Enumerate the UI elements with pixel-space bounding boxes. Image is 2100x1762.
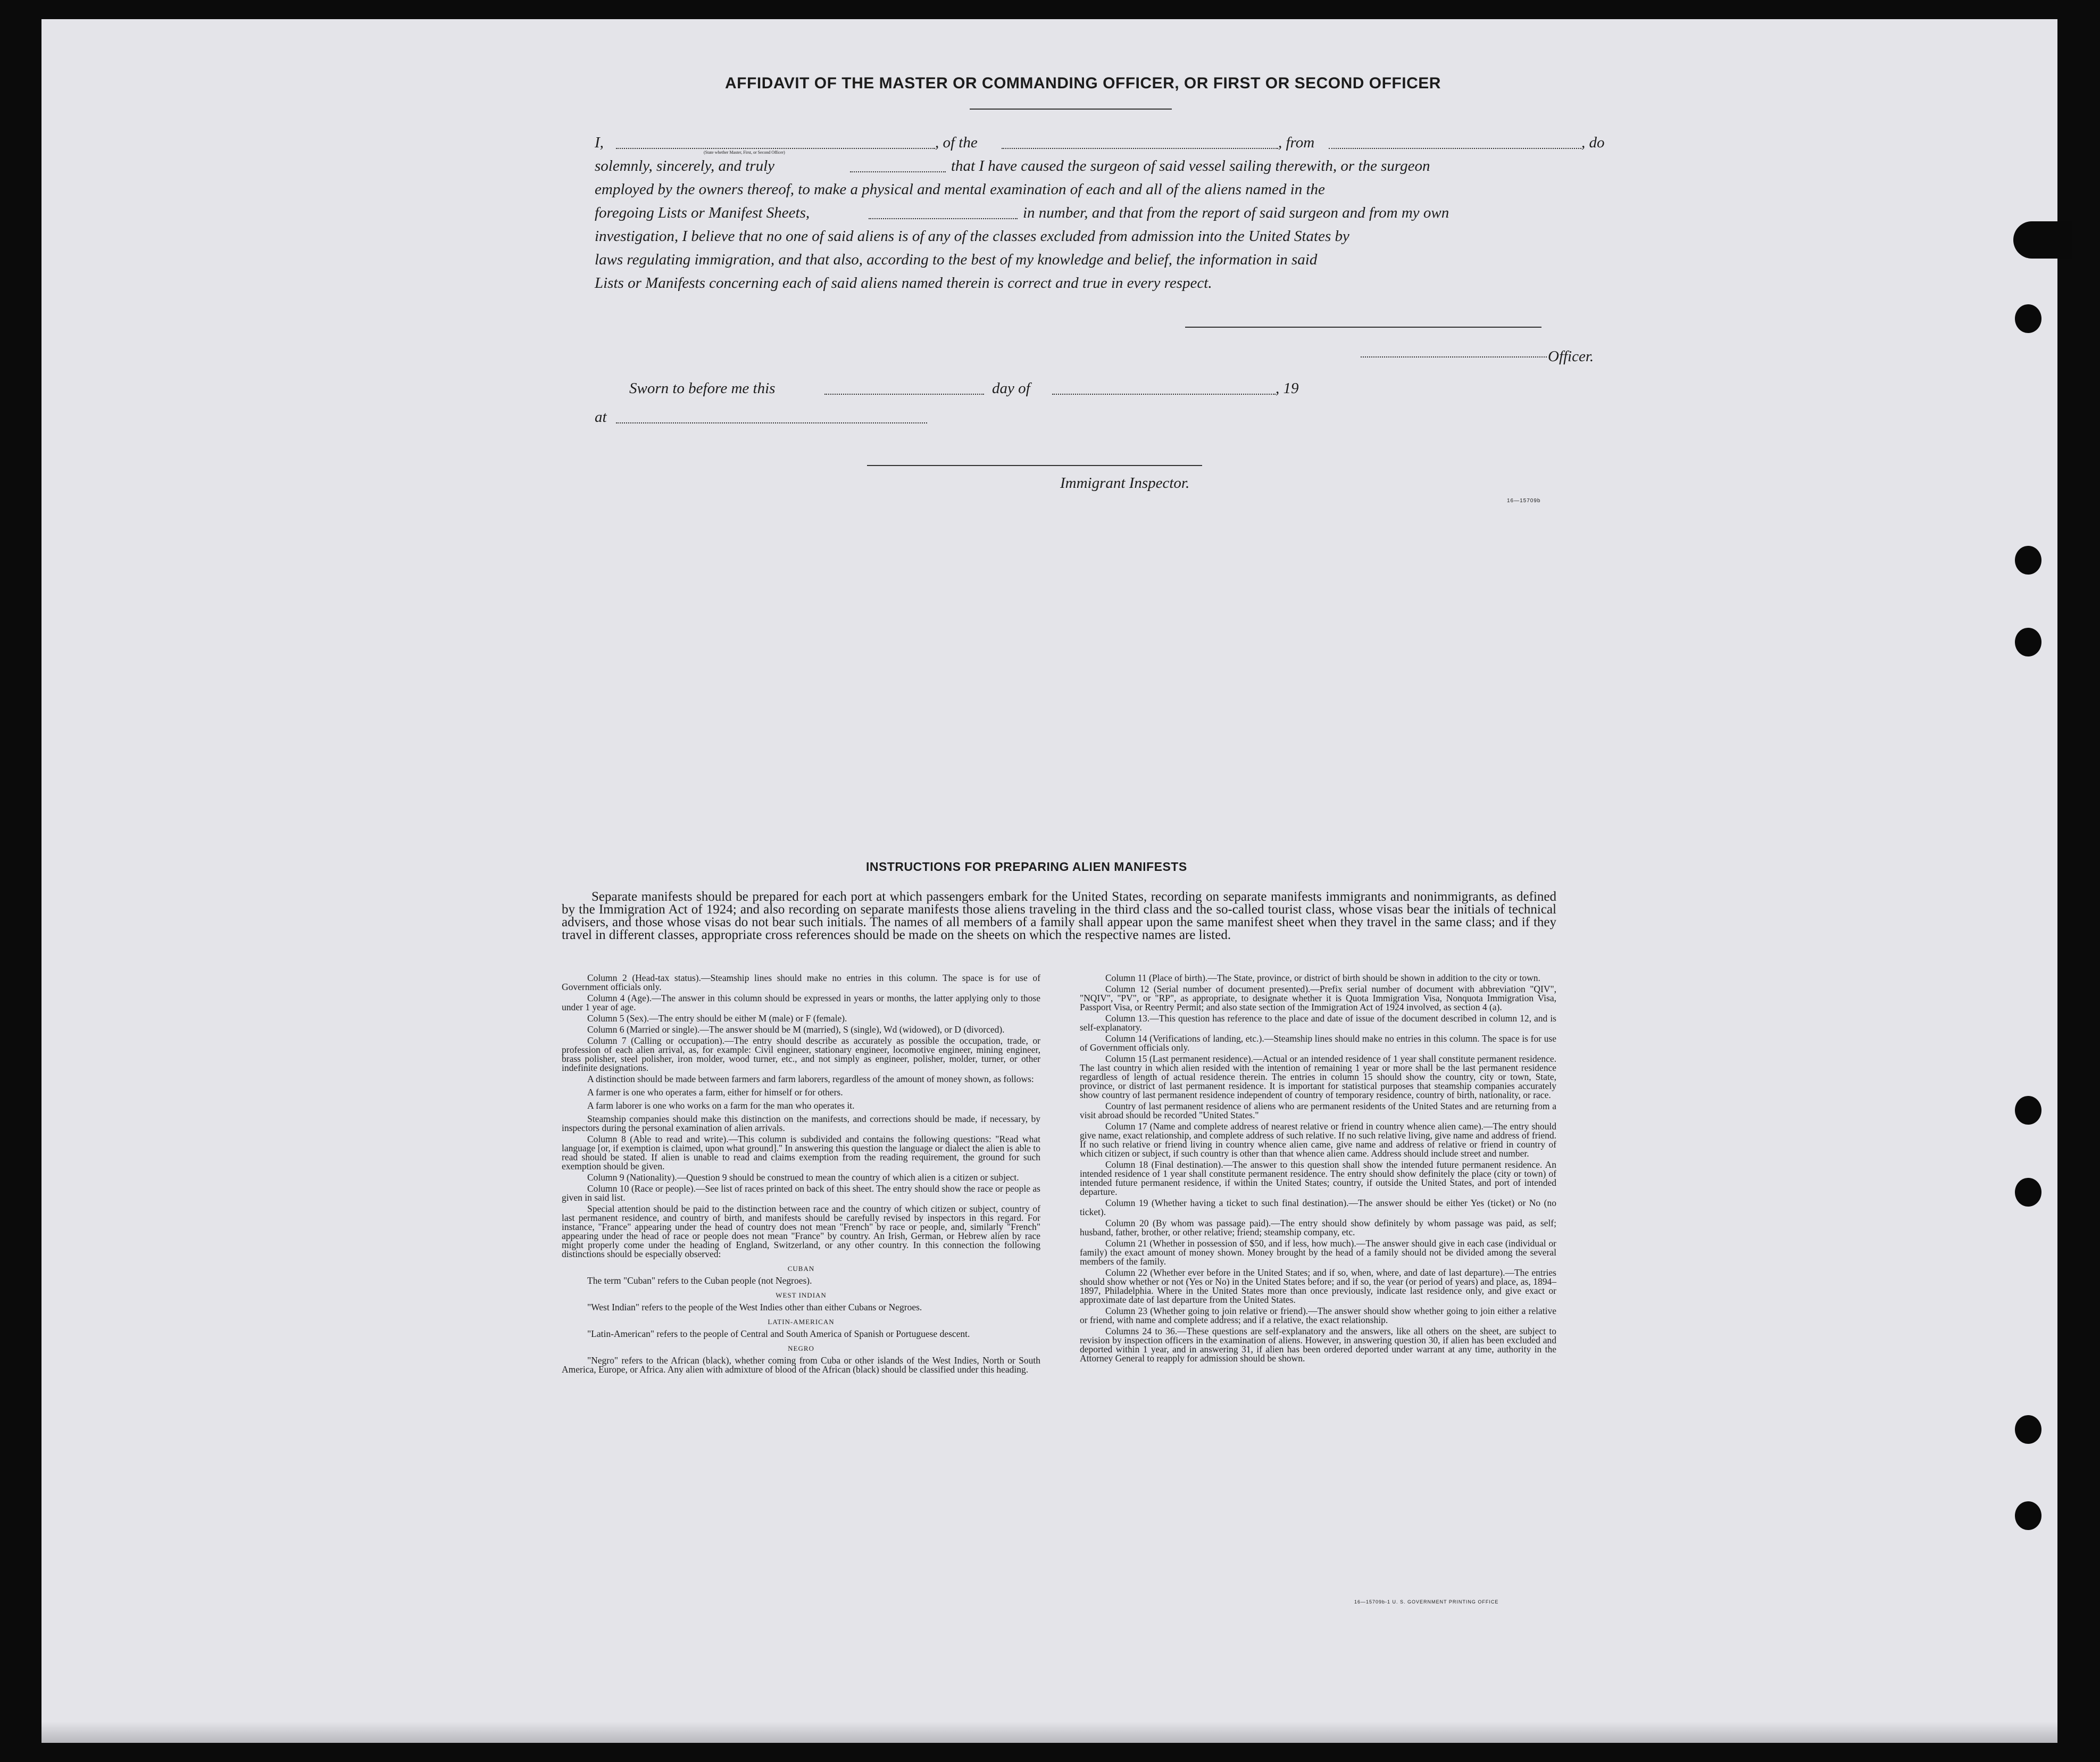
printing-office-footer: 16—15709b-1 U. S. GOVERNMENT PRINTING OFFICE [1354,1599,1499,1605]
inspector-label: Immigrant Inspector. [1060,475,1190,492]
affidavit-line7: Lists or Manifests concerning each of said aliens named therein is correct and true in every respect. [595,275,1212,292]
sworn-day-field[interactable] [824,394,984,395]
instruction-paragraph: Column 14 (Verifications of landing, etc.).—Steamship lines should make no entries in this column. The space is for use of Government officials only. [1080,1033,1556,1053]
alien-count-field[interactable] [869,218,1018,219]
day-of-label: day of [992,380,1030,397]
sworn-manner-field[interactable] [850,171,946,172]
sworn-label: Sworn to before me this [629,380,776,397]
instruction-paragraph: A distinction should be made between farmers and farm laborers, regardless of the amount of money shown, as follows: [587,1074,1034,1084]
binder-hole [2015,304,2041,333]
instruction-paragraph: "Negro" refers to the African (black), whether coming from Cuba or other islands of the West Indies, North or South America, Europe, or Africa. Any alien with admixture of blood of the African (black) should be classified under this heading. [562,1355,1040,1375]
affidavit-do: , do [1581,134,1605,151]
instructions-title: INSTRUCTIONS FOR PREPARING ALIEN MANIFESTS [866,860,1187,874]
instruction-paragraph: Column 5 (Sex).—The entry should be either M (male) or F (female). [587,1013,847,1024]
binder-notch [2013,221,2072,259]
affidavit-line3: employed by the owners thereof, to make a physical and mental examination of each and all of the aliens named in the [595,181,1325,198]
affidavit-line4a: foregoing Lists or Manifest Sheets, [595,204,810,221]
affidavit-line2b: that I have caused the surgeon of said vessel sailing therewith, or the surgeon [951,157,1430,174]
instruction-paragraph: The term "Cuban" refers to the Cuban people (not Negroes). [587,1275,812,1286]
officer-name-field[interactable] [616,148,935,149]
affidavit-from: , from [1278,134,1315,151]
instruction-paragraph: Columns 24 to 36.—These questions are self-explanatory and the answers, like all others on the sheet, are subject to revision by inspection officers in the examination of aliens. However, in answering question 30, if alien has been excluded and deported within 1 year, and in answering 31, if alien has been ordered deported under warrant at any time, authority in the Attorney General to reapply for admission should be shown. [1080,1326,1556,1364]
instruction-paragraph: Column 6 (Married or single).—The answer should be M (married), S (single), Wd (widowed), or D (divorced). [587,1024,1005,1035]
instruction-paragraph: "West Indian" refers to the people of the West Indies other than either Cubans or Negroes. [587,1302,922,1312]
instruction-paragraph: "Latin-American" refers to the people of Central and South America of Spanish or Portuguese descent. [587,1328,970,1339]
section-heading: WEST INDIAN [776,1291,827,1299]
officer-label: Officer. [1548,348,1594,365]
sworn-place-field[interactable] [616,422,927,423]
instruction-paragraph: A farm laborer is one who works on a farm for the man who operates it. [587,1100,855,1111]
instruction-paragraph: Special attention should be paid to the distinction between race and the country of which citizen or subject, country of last permanent residence, and country of birth, and manifests should be carefully revised by inspectors in this regard. For instance, "France" appearing under the head of country does not mean "French" by race or people, and, similarly "French" appearing under the head of race or people does not mean "France" by country. An Irish, German, or Hebrew alien by race might properly come under the heading of England, Switzerland, or any other country. In this connection the following distinctions should be especially observed: [562,1203,1040,1259]
section-heading: CUBAN [787,1265,815,1273]
at-label: at [595,409,607,426]
instruction-paragraph: Column 17 (Name and complete address of nearest relative or friend in country whence alien came).—The entry should give name, exact relationship, and complete address of such relative. If no such relative living, give name and address of friend. If no such relative or friend living in country whence alien came, give name and address of relative or friend in country of which citizen or subject, if such country is other than that whence alien came. Address should include street and number. [1080,1121,1556,1159]
affidavit-title: AFFIDAVIT OF THE MASTER OR COMMANDING OFFICER, OR FIRST OR SECOND OFFICER [725,74,1441,92]
instruction-paragraph: Column 20 (By whom was passage paid).—The entry should show definitely by whom passage was paid, as self; husband, father, brother, or other relative; friend; steamship company, etc. [1080,1218,1556,1237]
instruction-paragraph: Column 22 (Whether ever before in the United States; and if so, when, where, and date of last departure).—The entries should show whether or not (Yes or No) in the United States before; and if so, the year (or period of years) and place, as, 1894–1897, Philadelphia. Where in the United States more than once previously, indicate last residence only, and give exact or approximate date of last departure from the United States. [1080,1267,1556,1305]
form-code: 16—15709b [1507,498,1541,504]
instruction-paragraph: Column 11 (Place of birth).—The State, province, or district of birth should be shown in addition to the city or town. [1105,973,1540,983]
section-heading: LATIN-AMERICAN [768,1318,835,1326]
instruction-paragraph: Country of last permanent residence of aliens who are permanent residents of the United States and are returning from a visit abroad should be recorded "United States." [1080,1101,1556,1120]
page-bottom-shadow [41,1722,2057,1743]
instruction-paragraph: Column 21 (Whether in possession of $50, and if less, how much).—The answer should give in each case (individual or family) the exact amount of money shown. Money brought by the head of a family should not be divided among the several members of the family. [1080,1238,1556,1267]
binder-hole [2015,1096,2041,1125]
instruction-paragraph: Column 19 (Whether having a ticket to such final destination).—The answer should be either Yes (ticket) or No (no ticket). [1080,1198,1556,1217]
affidavit-line2a: solemnly, sincerely, and truly [595,157,775,174]
binder-hole [2015,1415,2041,1444]
instruction-paragraph: Column 23 (Whether going to join relative or friend).—The answer should show whether going to join either a relative or friend, with name and complete address; and if a relative, the exact relationship. [1080,1306,1556,1325]
binder-hole [2015,546,2041,575]
instruction-paragraph: Column 10 (Race or people).—See list of races printed on back of this sheet. The entry should show the race or people as given in said list. [562,1183,1040,1203]
instructions-intro [562,891,1556,942]
instruction-paragraph: Steamship companies should make this distinction on the manifests, and corrections should be made, if necessary, by inspectors during the personal examination of alien arrivals. [562,1113,1040,1133]
affidavit-line4b: in number, and that from the report of said surgeon and from my own [1023,204,1449,221]
section-heading: NEGRO [788,1344,814,1352]
year-label: , 19 [1276,380,1299,397]
instruction-paragraph: Column 7 (Calling or occupation).—The entry should describe as accurately as possible the occupation, trade, or profession of each alien arrival, as, for example: Civil engineer, stationary engineer, locomotive engineer, mining engineer, brass polisher, steel polisher, iron molder, wood turner, etc., and not simply as engineer, polisher, molder, turner, or other indefinite designations. [562,1035,1040,1073]
instruction-paragraph: Column 8 (Able to read and write).—This column is subdivided and contains the following questions: "Read what language [or, if exemption is claimed, upon what ground]." In answering this question the language or dialect the alien is able to read should be stated. If alien is unable to read and claims exemption from the reading requirement, the ground for such exemption should be given. [562,1134,1040,1171]
title-underline [970,109,1172,110]
sworn-month-field[interactable] [1052,394,1276,395]
instruction-paragraph: A farmer is one who operates a farm, either for himself or for others. [587,1087,843,1098]
instruction-paragraph: Column 4 (Age).—The answer in this column should be expressed in years or months, the latter applying only to those under 1 year of age. [562,993,1040,1012]
from-port-field[interactable] [1329,148,1581,149]
instruction-paragraph: Column 12 (Serial number of document presented).—Prefix serial number of document with abbreviation "QIV", "NQIV", "PV", or "RP", as appropriate, to designate whether it is Quota Immigration Visa, Nonquota Immigration Visa, Passport Visa, or Reentry Permit; and also state section of the Immigration Act of 1924 involved, as section 4 (a). [1080,984,1556,1012]
affidavit-line6: laws regulating immigration, and that also, according to the best of my knowledge and belief, the information in said [595,251,1318,268]
manifest-sheet [41,19,2057,1743]
binder-hole [2015,1501,2041,1530]
binder-hole [2015,1178,2041,1207]
inspector-signature-line[interactable] [867,465,1202,466]
signature-line-1[interactable] [1185,327,1541,328]
instructions-left-column [562,974,1040,1376]
affidavit-of-the: , of the [935,134,978,151]
signature-line-2[interactable] [1361,356,1547,358]
vessel-name-field[interactable] [1002,148,1278,149]
instructions-intro-text: Separate manifests should be prepared for each port at which passengers embark for the United States, recording on separate manifests immigrants and nonimmigrants, as defined by the Immigration Act of 1924; and also recording on separate manifests those aliens traveling in the third class and the so-called tourist class, whose visas bear the initials of technical advisers, and those whose visas do not bear such initials. The names of all members of a family shall appear upon the same manifest sheet when they travel in the same class; and if they travel in different classes, appropriate cross references should be made on the sheets on which the respective names are listed. [562,890,1556,942]
officer-rank-note: (State whether Master, First, or Second Officer) [704,150,785,155]
binder-hole [2015,628,2041,656]
instruction-paragraph: Column 15 (Last permanent residence).—Actual or an intended residence of 1 year shall constitute permanent residence. The last country in which alien resided with the intention of remaining 1 year or more shall be the last permanent residence regardless of length of actual residence therein. The entries in column 15 should show the country, city or town, State, province, or district of last permanent residence. It is important for statistical purposes that steamship companies accurately show country of last permanent residence independent of country of temporary residence, country of birth, nationality, or race. [1080,1053,1556,1100]
instruction-paragraph: Column 13.—This question has reference to the place and date of issue of the document described in column 12, and is self-explanatory. [1080,1013,1556,1033]
affidavit-line5: investigation, I believe that no one of said aliens is of any of the classes excluded from admission into the United States by [595,228,1349,245]
instructions-right-column [1080,974,1556,1365]
instruction-paragraph: Column 2 (Head-tax status).—Steamship lines should make no entries in this column. The space is for use of Government officials only. [562,973,1040,992]
instruction-paragraph: Column 18 (Final destination).—The answer to this question shall show the intended future permanent residence. An intended residence of 1 year shall constitute permanent residence. The entry should show definitely the place (city or town) of intended future permanent residence, if within the United States; country, if outside the United States, and port of intended departure. [1080,1159,1556,1197]
instruction-paragraph: Column 9 (Nationality).—Question 9 should be construed to mean the country of which alien is a citizen or subject. [587,1172,1019,1183]
affidavit-i: I, [595,134,604,151]
